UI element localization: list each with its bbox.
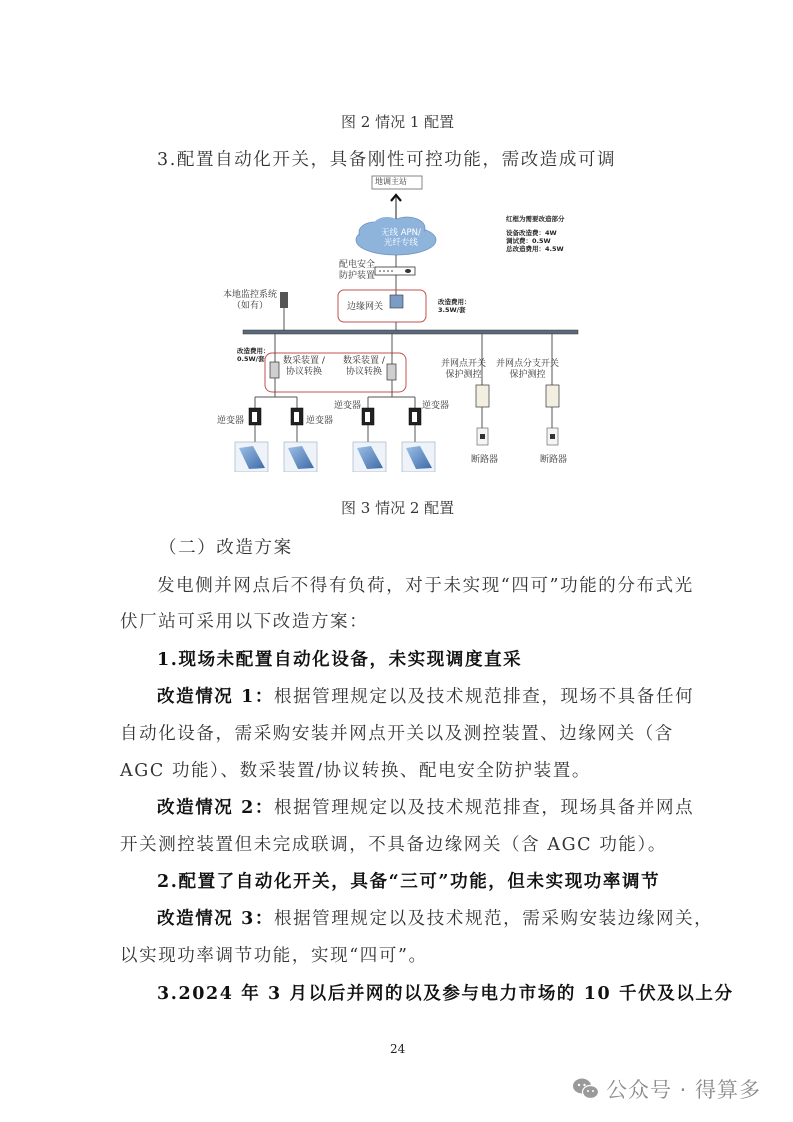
daq-label-1: 数采装置 / 协议转换 [283, 356, 325, 377]
inverter-label-2: 逆变器 [306, 416, 334, 426]
figure-3-caption: 图 3 情况 2 配置 [341, 499, 455, 517]
watermark [572, 1074, 761, 1104]
case-2-label: 改造情况 2： [157, 798, 274, 818]
case-2-line-1: 改造情况 2：根据管理规定以及技术规范排查，现场具备并网点 [157, 798, 695, 818]
inverter-label-4: 逆变器 [422, 401, 450, 411]
network-diagram [215, 172, 615, 472]
breaker-label-1: 断路器 [471, 455, 499, 465]
item-2-heading: 2.配置了自动化开关，具备“三可”功能，但未实现功率调节 [157, 872, 661, 892]
intro-line-1: 发电侧并网点后不得有负荷，对于未实现“四可”功能的分布式光 [157, 576, 694, 596]
inverter-label-1: 逆变器 [217, 416, 245, 426]
case-3-label: 改造情况 3： [157, 909, 274, 929]
dispatch-station-label: 地调主站 [375, 177, 407, 186]
case-3-line-2: 以实现功率调节功能，实现“四可”。 [120, 946, 428, 966]
inverter-label-3: 逆变器 [334, 401, 362, 411]
wechat-icon [572, 1077, 600, 1101]
grid-switch-label: 并网点开关 保护测控 [441, 359, 487, 380]
case-3-line-1: 改造情况 3：根据管理规定以及技术规范，需采购安装边缘网关， [157, 909, 714, 929]
case-1-line-3: AGC 功能）、数采装置/协议转换、配电安全防护装置。 [120, 761, 591, 781]
breaker-label-2: 断路器 [540, 455, 568, 465]
branch-switch-label: 并网点分支开关 保护测控 [496, 359, 560, 380]
item-1-heading: 1.现场未配置自动化设备，未实现调度直采 [157, 650, 523, 670]
case-1-line-2: 自动化设备，需采购安装并网点开关以及测控装置、边缘网关（含 [120, 724, 674, 744]
edge-cost-note: 改造费用： 3.5W/套 [438, 298, 471, 314]
cost-summary-note: 红框为需要改造部分 设备改造费：4W 调试费：0.5W 总改造费用：4.5W [506, 215, 565, 253]
case-1-label: 改造情况 1： [157, 687, 274, 707]
case-2-line-2: 开关测控装置但未完成联调，不具备边缘网关（含 AGC 功能）。 [120, 835, 667, 855]
local-monitor-label: 本地监控系统 （如有） [223, 290, 278, 311]
security-device-label: 配电安全 防护装置 [339, 260, 376, 281]
cloud-label: 无线 APN/ 光纤专线 [381, 228, 421, 248]
daq-cost-note: 改造费用： 0.5W/套 [237, 347, 270, 363]
section-3-heading: 3.配置自动化开关，具备刚性可控功能，需改造成可调 [157, 150, 617, 170]
figure-2-caption: 图 2 情况 1 配置 [341, 113, 455, 131]
edge-gateway-label: 边缘网关 [347, 302, 384, 312]
section-two-heading: （二）改造方案 [159, 538, 293, 558]
intro-line-2: 伏厂站可采用以下改造方案： [120, 612, 369, 632]
daq-label-2: 数采装置 / 协议转换 [343, 356, 385, 377]
solar-panel-icons [235, 442, 435, 472]
page-number: 24 [390, 1042, 406, 1056]
watermark-text: 公众号 · 得算多 [606, 1078, 762, 1102]
item-3-heading: 3.2024 年 3 月以后并网的以及参与电力市场的 10 千伏及以上分 [157, 984, 734, 1004]
case-1-line-1: 改造情况 1：根据管理规定以及技术规范排查，现场不具备任何 [157, 687, 695, 707]
